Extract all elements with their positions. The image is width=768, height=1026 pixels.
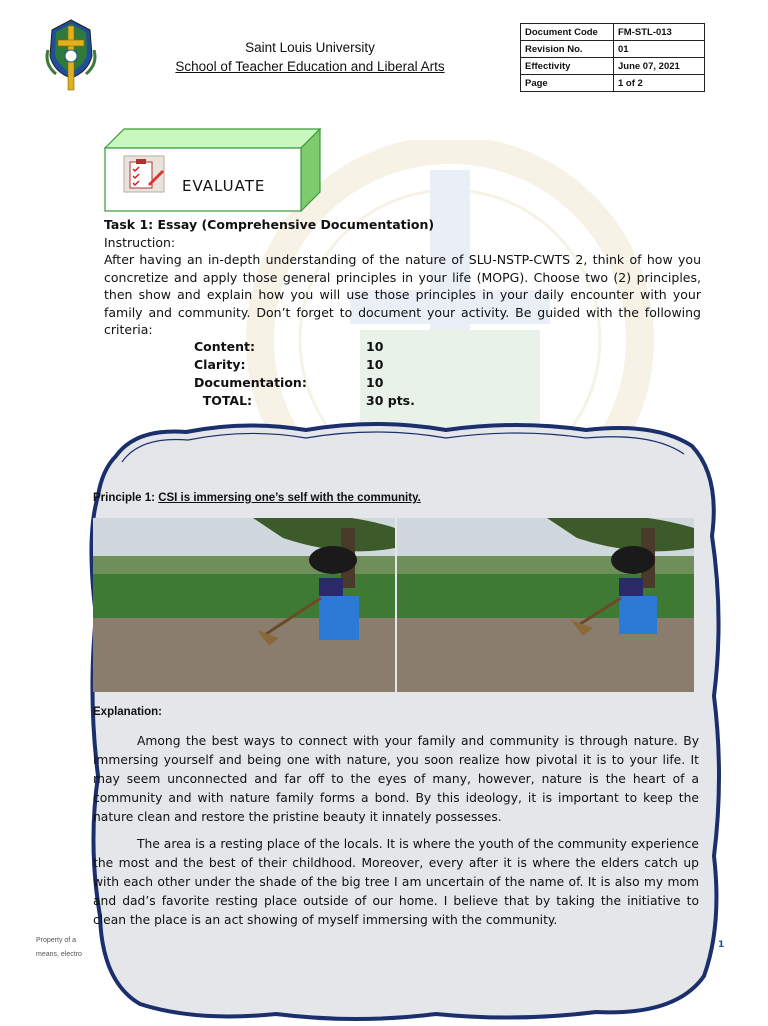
doc-row — [521, 58, 705, 75]
criteria-label: Clarity: — [194, 357, 246, 372]
page-number: 1 — [718, 940, 725, 950]
doc-row — [521, 41, 705, 58]
photo-right — [397, 518, 694, 692]
criteria-row — [194, 392, 415, 410]
instruction-label: Instruction: — [104, 234, 176, 250]
criteria-list — [194, 338, 415, 410]
criteria-total-label: TOTAL: — [194, 393, 253, 408]
instruction-text: After having an in-depth understanding of the nature of SLU-NSTP-CWTS 2, think of how you concretize and apply those general principles in your life (MOPG). Choose two (2) principles, then show and explain how you will use those principles in your daily encounter with your family and community. Don’t forget to document your activity. Be guided with the following criteria: — [104, 252, 701, 337]
doc-value: 1 of 2 — [614, 75, 705, 92]
doc-value: 01 — [614, 41, 705, 58]
university-name: Saint Louis University — [245, 40, 375, 55]
doc-value: June 07, 2021 — [614, 58, 705, 75]
footer-left-line2: means, electro — [36, 951, 82, 958]
doc-row — [521, 24, 705, 41]
explanation-paragraph: Among the best ways to connect with your family and community is through nature. By immersing yourself and being one with nature, you soon realize how pivotal it is to your life. It may seem unconnected and far off to the eyes of many, however, nature is the heart of a community and with nature family forms a bond. By this ideology, it is important to keep the nature clean and restore the pristine beauty it innately possesses. — [93, 734, 699, 824]
criteria-row — [194, 374, 415, 392]
principle-prefix: Principle 1: — [93, 492, 159, 504]
criteria-points: 10 — [366, 339, 384, 354]
doc-label: Document Code — [521, 24, 614, 41]
photo-left — [93, 518, 395, 692]
principle-heading — [93, 492, 421, 504]
explanation-paragraph: The area is a resting place of the locals. It is where the youth of the community experience the most and the best of their childhood. Moreover, every after it is where the elders catch up with each other under the shade of the big tree I am uncertain of the name of. It is also my mom and dad’s favorite resting place outside of our home. I believe that by taking the initiative to clean the place is an act showing of myself immersing with the community. — [93, 837, 699, 927]
doc-label: Revision No. — [521, 41, 614, 58]
criteria-label: Documentation: — [194, 375, 307, 390]
section-label: EVALUATE — [182, 177, 266, 195]
explanation-body — [93, 732, 699, 938]
doc-value: FM-STL-013 — [614, 24, 705, 41]
doc-label: Effectivity — [521, 58, 614, 75]
school-name: School of Teacher Education and Liberal Arts — [175, 59, 445, 74]
task-title: Task 1: Essay (Comprehensive Documentation) — [104, 217, 435, 232]
principle-text: CSI is immersing one’s self with the community. — [158, 492, 421, 504]
header-title-block — [130, 38, 490, 76]
doc-label: Page — [521, 75, 614, 92]
explanation-heading: Explanation: — [93, 706, 163, 718]
document-info-table — [520, 23, 705, 92]
task-block — [104, 216, 701, 339]
criteria-total-points: 30 pts. — [366, 393, 415, 408]
checklist-icon — [122, 154, 166, 194]
criteria-row — [194, 338, 415, 356]
criteria-label: Content: — [194, 339, 255, 354]
footer-left-line1: Property of a — [36, 937, 77, 944]
university-seal-logo — [42, 16, 100, 94]
criteria-points: 10 — [366, 375, 384, 390]
criteria-row — [194, 356, 415, 374]
criteria-points: 10 — [366, 357, 384, 372]
doc-row — [521, 75, 705, 92]
